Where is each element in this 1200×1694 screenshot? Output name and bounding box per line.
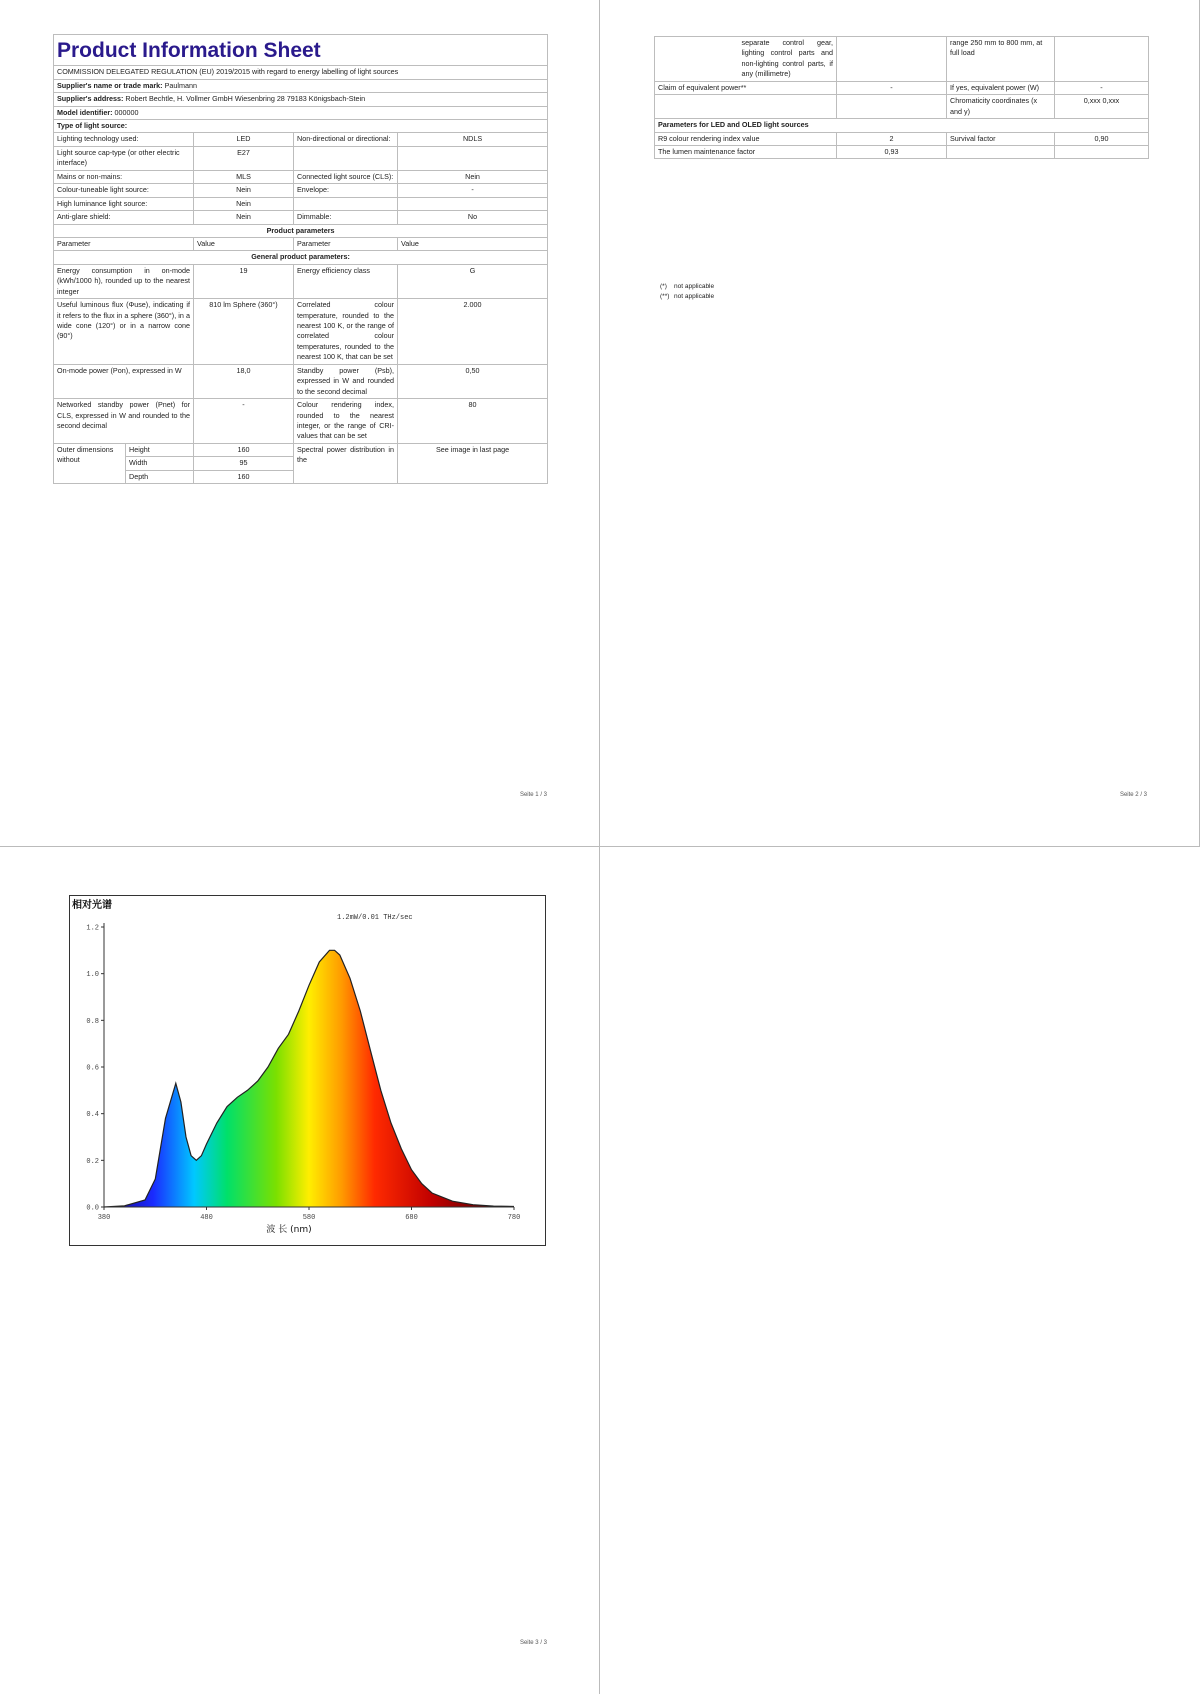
supplier-name-row — [54, 79, 548, 92]
cell-value: - — [837, 81, 947, 94]
cell-value: 2 — [837, 132, 947, 145]
cell-value: LED — [194, 133, 294, 146]
footnote: (**) not applicable — [660, 293, 715, 301]
y-tick-label: 0.0 — [86, 1204, 99, 1213]
cell-label: Envelope: — [294, 184, 398, 197]
cell-value: - — [1055, 81, 1149, 94]
cell-value: 810 lm Sphere (360°) — [194, 299, 294, 365]
continued-parameters-table — [654, 36, 1149, 159]
cell-label: Light source cap-type (or other electric interface) — [54, 146, 194, 170]
product-parameters-heading: Product parameters — [54, 224, 548, 237]
page-number: Seite 1 / 3 — [519, 792, 547, 798]
x-tick-label: 780 — [507, 1214, 521, 1222]
table-row — [54, 364, 548, 398]
type-of-light-source-heading: Type of light source: — [54, 120, 548, 133]
table-row — [54, 443, 548, 456]
y-tick-label: 0.8 — [86, 1017, 99, 1026]
cell-label: R9 colour rendering index value — [655, 132, 837, 145]
cell-value: 18,0 — [194, 364, 294, 398]
column-header: Parameter — [54, 237, 194, 250]
dimension-name: Height — [126, 443, 194, 456]
page-number: Seite 3 / 3 — [519, 1640, 547, 1646]
page-number: Seite 2 / 3 — [1119, 792, 1147, 798]
cell-label: Correlated colour temperature, rounded to the nearest 100 K, or the range of correlated colour temperatures, rounded to the nearest 100 K, that can be set — [294, 299, 398, 365]
dimension-value: 160 — [194, 443, 294, 456]
cell-label — [655, 95, 837, 119]
cell-label: separate control gear, lighting control parts and non-lighting control parts, if any (millimetre) — [739, 37, 837, 82]
spectrum-svg — [69, 895, 547, 1247]
cell-value: Nein — [194, 197, 294, 210]
supplier-name-label: Supplier's name or trade mark: — [57, 80, 163, 90]
cell-value — [398, 146, 548, 170]
cell-label: Energy efficiency class — [294, 264, 398, 298]
cell-value: MLS — [194, 170, 294, 183]
table-row — [54, 197, 548, 210]
product-information-table — [53, 34, 548, 484]
supplier-address-row — [54, 93, 548, 106]
table-row — [54, 264, 548, 298]
cell-label — [294, 146, 398, 170]
dimension-name: Depth — [126, 470, 194, 483]
cell-label: Standby power (Psb), expressed in W and rounded to the second decimal — [294, 364, 398, 398]
cell-label: Colour-tuneable light source: — [54, 184, 194, 197]
supplier-name-value: Paulmann — [164, 80, 197, 90]
general-product-parameters-heading: General product parameters: — [54, 251, 548, 264]
cell-value — [1055, 145, 1149, 158]
table-row — [54, 184, 548, 197]
table-row — [54, 133, 548, 146]
table-row — [54, 146, 548, 170]
cell-label: Dimmable: — [294, 211, 398, 224]
cell-value: Nein — [194, 184, 294, 197]
cell-label: range 250 mm to 800 mm, at full load — [947, 37, 1055, 82]
table-row — [655, 81, 1149, 94]
cell-label: High luminance light source: — [54, 197, 194, 210]
y-tick-label: 1.2 — [86, 924, 99, 933]
cell-spacer — [655, 37, 739, 82]
cell-label: Mains or non-mains: — [54, 170, 194, 183]
page-title: Product Information Sheet — [54, 35, 548, 66]
dimensions-label: Outer dimensions without — [54, 443, 126, 483]
cell-label: The lumen maintenance factor — [655, 145, 837, 158]
supplier-address-label: Supplier's address: — [57, 94, 124, 104]
footnote: (*) not applicable — [660, 283, 715, 290]
x-tick-label: 480 — [200, 1214, 213, 1222]
cell-label: Energy consumption in on-mode (kWh/1000 h), rounded up to the nearest integer — [54, 264, 194, 298]
table-row — [655, 95, 1149, 119]
cell-value: 80 — [398, 399, 548, 444]
cell-label: Useful luminous flux (Φuse), indicating if it refers to the flux in a sphere (360°), in a wide cone (120°) or in a narrow cone (90°) — [54, 299, 194, 365]
cell-label: Lighting technology used: — [54, 133, 194, 146]
table-row — [655, 145, 1149, 158]
cell-label — [947, 145, 1055, 158]
cell-value: No — [398, 211, 548, 224]
cell-value — [398, 197, 548, 210]
cell-value: 19 — [194, 264, 294, 298]
spectral-label: Spectral power distribution in the — [294, 443, 398, 483]
chart-title: 相对光谱 — [72, 900, 112, 911]
column-header: Value — [398, 237, 548, 250]
table-row — [54, 170, 548, 183]
cell-value: 0,xxx 0,xxx — [1055, 95, 1149, 119]
table-row — [655, 37, 1149, 82]
supplier-address-value: Robert Bechtle, H. Vollmer GmbH Wiesenbring 28 79183 Königsbach-Stein — [125, 94, 366, 104]
cell-label: Colour rendering index, rounded to the nearest integer, or the range of CRI-values that can be set — [294, 399, 398, 444]
cell-label: Survival factor — [947, 132, 1055, 145]
y-tick-label: 1.0 — [86, 971, 99, 980]
page-1 — [0, 0, 600, 847]
cell-value: - — [398, 184, 548, 197]
cell-label: Connected light source (CLS): — [294, 170, 398, 183]
page-2 — [600, 0, 1200, 847]
cell-label: Chromaticity coordinates (x and y) — [947, 95, 1055, 119]
cell-value — [1055, 37, 1149, 82]
regulation-text: COMMISSION DELEGATED REGULATION (EU) 2019/2015 with regard to energy labelling of light sources — [54, 66, 548, 79]
cell-label: Anti-glare shield: — [54, 211, 194, 224]
dimension-value: 160 — [194, 470, 294, 483]
cell-value: - — [194, 399, 294, 444]
x-tick-label: 680 — [405, 1214, 418, 1222]
cell-value — [837, 37, 947, 82]
x-axis-label: 波 长 (nm) — [266, 1225, 312, 1235]
chart-subtitle: 1.2mW/0.01 THz/sec — [337, 914, 413, 922]
table-row — [54, 211, 548, 224]
cell-value — [837, 95, 947, 119]
table-row — [54, 299, 548, 365]
cell-label — [294, 197, 398, 210]
y-tick-label: 0.4 — [86, 1111, 99, 1120]
model-identifier-row — [54, 106, 548, 119]
cell-value: 2.000 — [398, 299, 548, 365]
cell-value: 0,50 — [398, 364, 548, 398]
x-tick-label: 380 — [97, 1214, 111, 1222]
table-header-row — [54, 237, 548, 250]
model-identifier-value: 000000 — [114, 107, 139, 117]
cell-value: NDLS — [398, 133, 548, 146]
cell-value: E27 — [194, 146, 294, 170]
dimension-name: Width — [126, 457, 194, 470]
cell-label: If yes, equivalent power (W) — [947, 81, 1055, 94]
cell-label: Claim of equivalent power** — [655, 81, 837, 94]
cell-value: 0,90 — [1055, 132, 1149, 145]
cell-value: G — [398, 264, 548, 298]
cell-label: Networked standby power (Pnet) for CLS, expressed in W and rounded to the second decimal — [54, 399, 194, 444]
cell-label: On-mode power (Pon), expressed in W — [54, 364, 194, 398]
cell-value: 0,93 — [837, 145, 947, 158]
column-header: Parameter — [294, 237, 398, 250]
x-tick-label: 580 — [302, 1214, 316, 1222]
y-tick-label: 0.6 — [86, 1064, 99, 1073]
spectral-distribution-chart — [69, 895, 547, 1252]
table-row — [54, 399, 548, 444]
cell-value: Nein — [194, 211, 294, 224]
column-header: Value — [194, 237, 294, 250]
cell-label: Non-directional or directional: — [294, 133, 398, 146]
model-identifier-label: Model identifier: — [57, 107, 113, 117]
y-tick-label: 0.2 — [86, 1157, 99, 1166]
cell-value: Nein — [398, 170, 548, 183]
spectral-value: See image in last page — [398, 443, 548, 483]
footnotes — [660, 282, 714, 302]
dimension-value: 95 — [194, 457, 294, 470]
led-parameters-heading: Parameters for LED and OLED light sources — [655, 119, 1149, 132]
table-row — [655, 132, 1149, 145]
